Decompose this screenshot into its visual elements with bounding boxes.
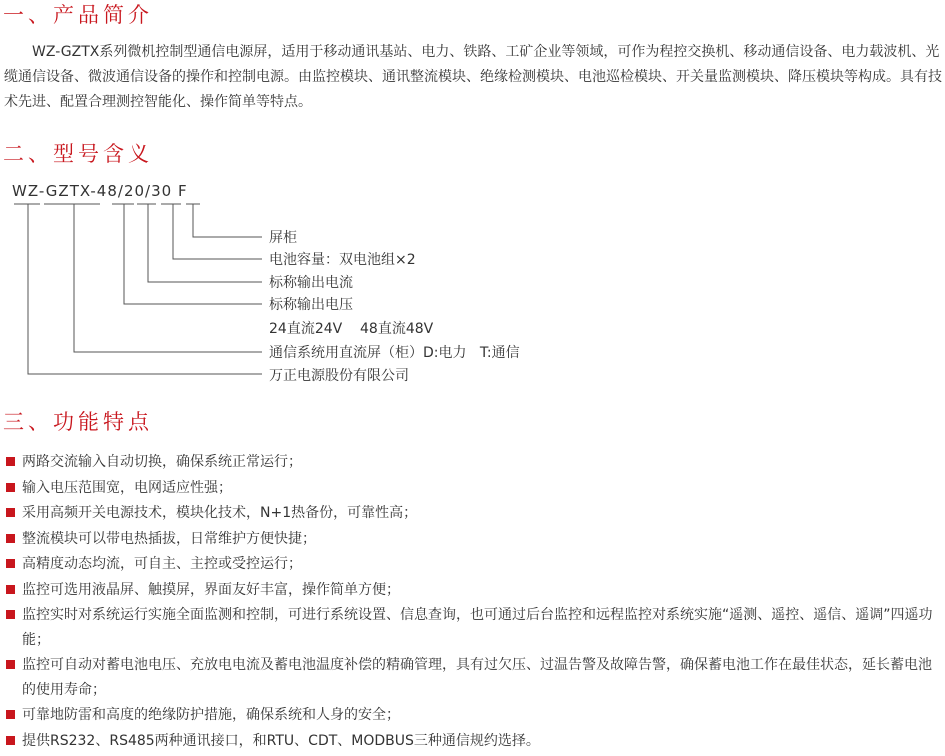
bullet-square-icon xyxy=(6,534,15,543)
section-title-features: 三、功能特点 xyxy=(3,410,153,434)
legend-voltage-options: 24直流24V 48直流48V xyxy=(269,321,434,337)
section-title-intro: 一、产品简介 xyxy=(3,3,153,27)
list-item: 可靠地防雷和高度的绝缘防护措施，确保系统和人身的安全； xyxy=(6,703,942,728)
list-item: 采用高频开关电源技术，模块化技术，N+1热备份，可靠性高； xyxy=(6,501,942,526)
bullet-square-icon xyxy=(6,508,15,517)
legend-output-voltage: 标称输出电压 xyxy=(269,297,353,313)
legend-company: 万正电源股份有限公司 xyxy=(269,368,409,384)
bullet-square-icon xyxy=(6,710,15,719)
list-item: 两路交流输入自动切换，确保系统正常运行； xyxy=(6,450,942,475)
bullet-square-icon xyxy=(6,610,15,619)
legend-cabinet: 屏柜 xyxy=(269,230,297,246)
bullet-square-icon xyxy=(6,585,15,594)
list-item: 监控可自动对蓄电池电压、充放电电流及蓄电池温度补偿的精确管理，具有过欠压、过温告警及故障告警，确保蓄电池工作在最佳状态，延长蓄电池的使用寿命； xyxy=(6,653,942,702)
bullet-square-icon xyxy=(6,660,15,669)
bullet-square-icon xyxy=(6,483,15,492)
list-item: 提供RS232、RS485两种通讯接口，和RTU、CDT、MODBUS三种通信规约选择。 xyxy=(6,729,942,754)
list-item: 输入电压范围宽，电网适应性强； xyxy=(6,476,942,501)
feature-list xyxy=(6,450,942,754)
legend-battery-capacity: 电池容量：双电池组×2 xyxy=(269,252,416,268)
model-code: WZ-GZTX-48/20/30 F xyxy=(12,182,188,200)
section-title-model: 二、型号含义 xyxy=(3,142,153,166)
list-item: 整流模块可以带电热插拔，日常维护方便快捷； xyxy=(6,527,942,552)
list-item: 高精度动态均流，可自主、主控或受控运行； xyxy=(6,552,942,577)
list-item: 监控实时对系统运行实施全面监测和控制，可进行系统设置、信息查询，也可通过后台监控和远程监控对系统实施“遥测、遥控、遥信、遥调”四遥功能； xyxy=(6,603,942,652)
legend-output-current: 标称输出电流 xyxy=(269,275,353,291)
intro-paragraph: WZ-GZTX系列微机控制型通信电源屏，适用于移动通讯基站、电力、铁路、工矿企业等领域，可作为程控交换机、移动通信设备、电力载波机、光缆通信设备、微波通信设备的操作和控制电源。由监控模块、通讯整流模块、绝缘检测模块、电池巡检模块、开关量监测模块、降压模块等构成。具有技术先进、配置合理测控智能化、操作简单等特点。 xyxy=(4,44,942,110)
list-item: 监控可选用液晶屏、触摸屏，界面友好丰富，操作简单方便； xyxy=(6,578,942,603)
bullet-square-icon xyxy=(6,559,15,568)
legend-system-type: 通信系统用直流屏（柜）D:电力 T:通信 xyxy=(269,345,520,361)
bullet-square-icon xyxy=(6,736,15,745)
bullet-square-icon xyxy=(6,457,15,466)
